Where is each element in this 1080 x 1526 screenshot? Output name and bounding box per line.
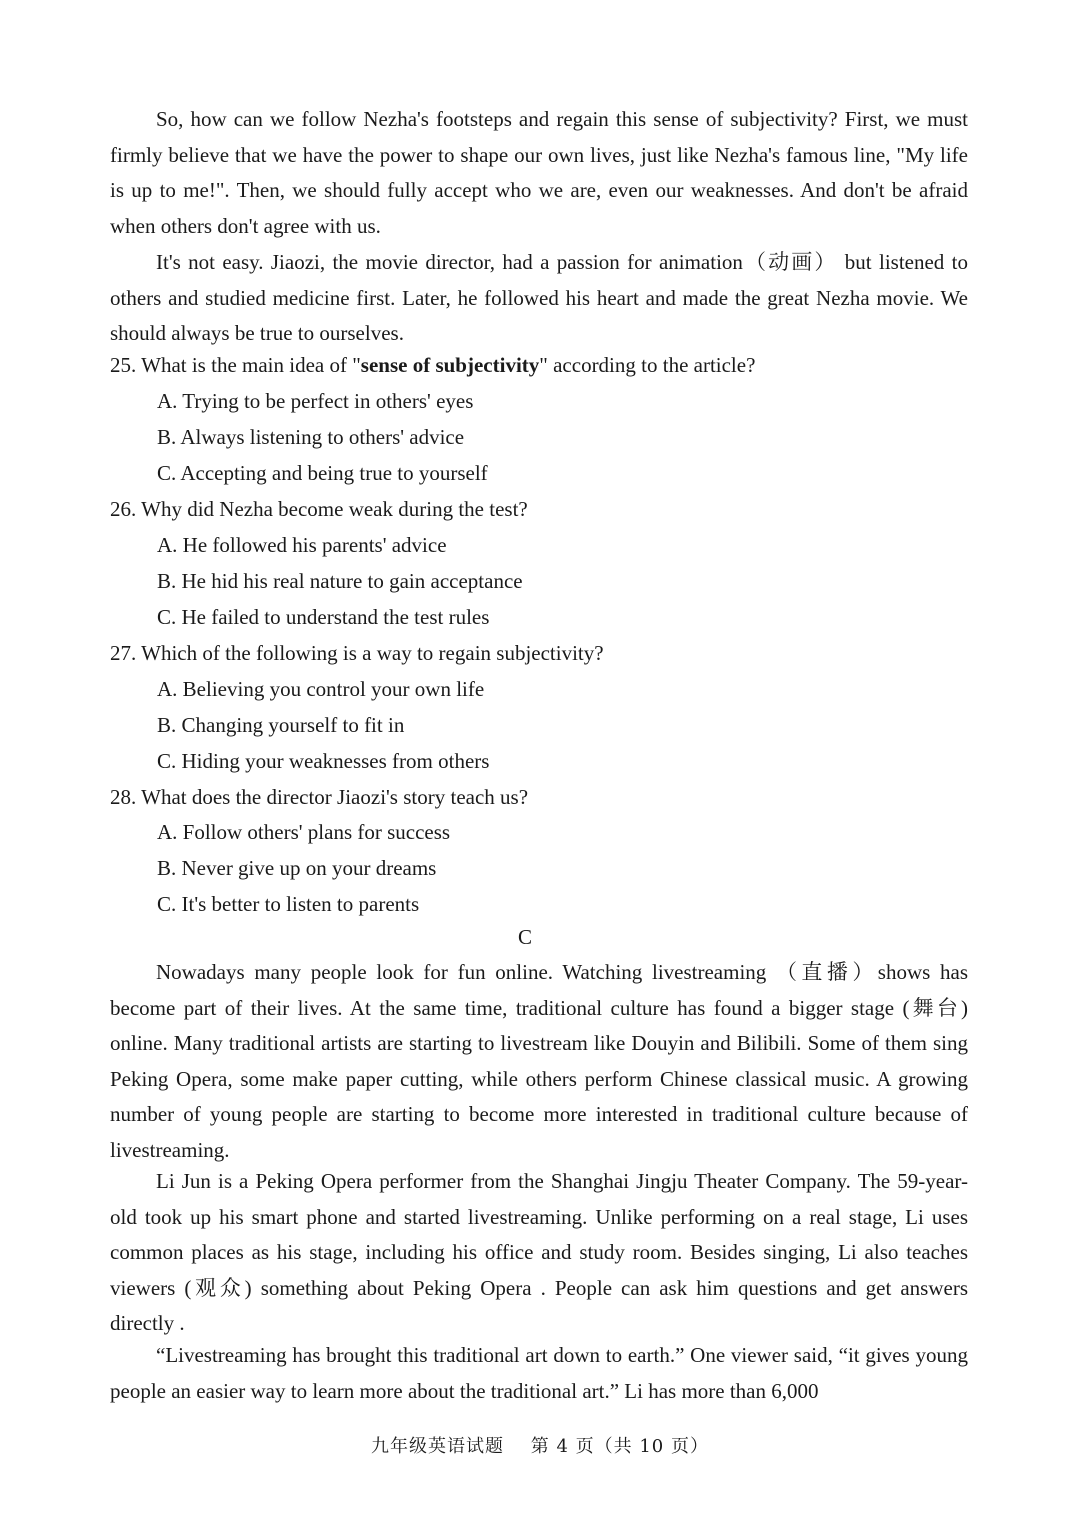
passage-c-paragraph-1: Nowadays many people look for fun online. Watching livestreaming （直播）shows has become part of their lives. At the same time, traditional culture has found a bigger stage (舞台) online. Many traditional artists are starting to livestream like Douyin and Bilibili. Some of them sing Peking Opera, some make paper cutting, while others perform Chinese classical music. A growing number of young people are starting to become more interested in traditional culture because of livestreaming.: [110, 960, 968, 1162]
question-28: 28. What does the director Jiaozi's story teach us?: [110, 785, 529, 809]
question-27: 27. Which of the following is a way to regain subjectivity?: [110, 641, 604, 665]
q28-option-b: B. Never give up on your dreams: [157, 856, 437, 880]
q26-option-b: B. He hid his real nature to gain acceptance: [157, 569, 523, 593]
question-25: 25. What is the main idea of "sense of subjectivity" according to the article?: [110, 353, 756, 377]
q26-option-c: C. He failed to understand the test rules: [157, 605, 490, 629]
q27-option-b: B. Changing yourself to fit in: [157, 713, 405, 737]
page-footer: [0, 1432, 1080, 1458]
footer-page-number: 第 4 页（共 10 页）: [530, 1436, 709, 1457]
q28-option-c: C. It's better to listen to parents: [157, 892, 420, 916]
section-c-heading: C: [517, 925, 532, 949]
passage-c-paragraph-2: Li Jun is a Peking Opera performer from the Shanghai Jingju Theater Company. The 59-year-old took up his smart phone and started livestreaming. Unlike performing on a real stage, Li uses common places as his stage, including his office and study room. Besides singing, Li also teaches viewers (观众) something about Peking Opera . People can ask him questions and get answers directly .: [110, 1169, 968, 1335]
passage-c-paragraph-3: “Livestreaming has brought this traditional art down to earth.” One viewer said, “it gives young people an easier way to learn more about the traditional art.” Li has more than 6,000: [110, 1343, 968, 1403]
passage-b-paragraph-2: It's not easy. Jiaozi, the movie director, had a passion for animation（动画） but listened to others and studied medicine first. Later, he followed his heart and made the great Nezha movie. We should always be true to ourselves.: [110, 250, 968, 345]
question-26: 26. Why did Nezha become weak during the test?: [110, 497, 528, 521]
passage-b-paragraph-1: So, how can we follow Nezha's footsteps and regain this sense of subjectivity? First, we must firmly believe that we have the power to shape our own lives, just like Nezha's famous line, "My life is up to me!". Then, we should fully accept who we are, even our weaknesses. And don't be afraid when others don't agree with us.: [110, 107, 968, 238]
q25-option-b: B. Always listening to others' advice: [157, 425, 465, 449]
q28-option-a: A. Follow others' plans for success: [157, 820, 451, 844]
footer-subject: 九年级英语试题: [371, 1436, 504, 1457]
q27-option-a: A. Believing you control your own life: [157, 677, 485, 701]
q25-option-c: C. Accepting and being true to yourself: [157, 461, 488, 485]
q26-option-a: A. He followed his parents' advice: [157, 533, 447, 557]
q25-option-a: A. Trying to be perfect in others' eyes: [157, 389, 474, 413]
q27-option-c: C. Hiding your weaknesses from others: [157, 749, 490, 773]
